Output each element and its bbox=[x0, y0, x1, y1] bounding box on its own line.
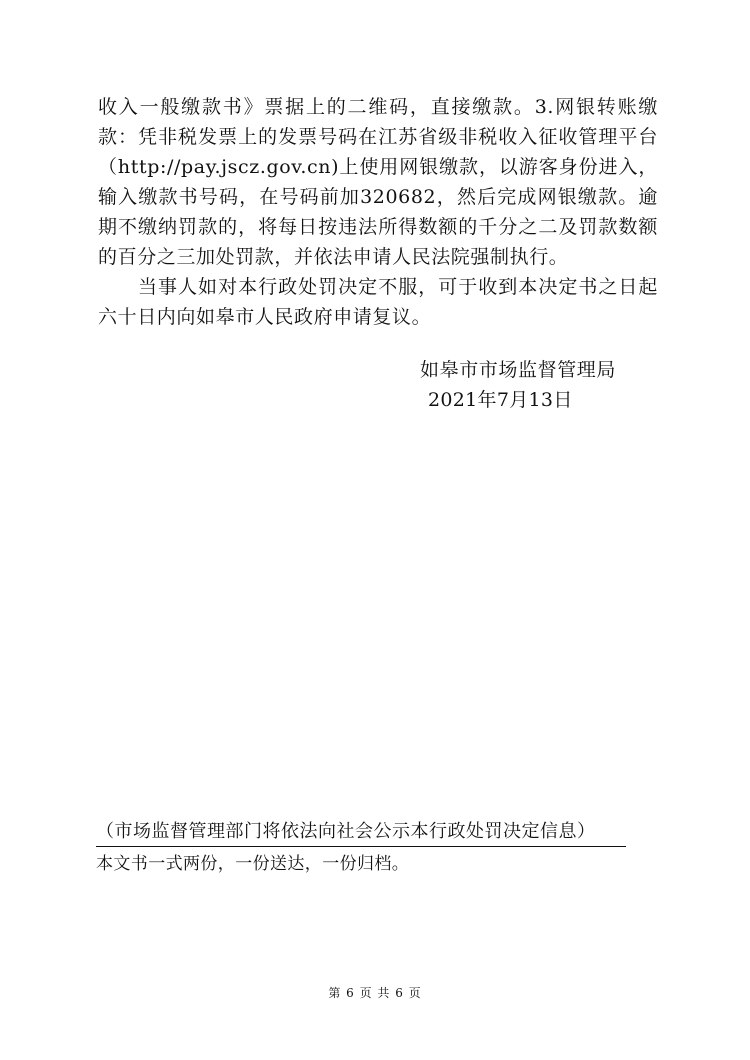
page-number-footer: 第 6 页 共 6 页 bbox=[328, 986, 422, 1000]
issue-date: 2021年7月13日 bbox=[428, 389, 573, 411]
document-body bbox=[98, 92, 658, 332]
disclosure-notice: （市场监督管理部门将依法向社会公示本行政处罚决定信息） bbox=[96, 820, 626, 847]
copies-note: 本文书一式两份，一份送达，一份归档。 bbox=[96, 854, 410, 874]
appeal-rights-paragraph: 当事人如对本行政处罚决定不服，可于收到本决定书之日起六十日内向如皋市人民政府申请复议。 bbox=[98, 276, 658, 328]
signature-block bbox=[420, 355, 616, 415]
issuing-authority: 如皋市市场监督管理局 bbox=[420, 359, 617, 381]
payment-instructions-paragraph: 收入一般缴款书》票据上的二维码，直接缴款。3.网银转账缴款：凭非税发票上的发票号码在江苏省级非税收入征收管理平台（http://pay.jscz.gov.cn)上使用网银缴款，以游客身份进入，输入缴款书号码，在号码前加320682，然后完成网银缴款。逾期不缴纳罚款的，将每日按违法所得数额的千分之二及罚款数额的百分之三加处罚款，并依法申请人民法院强制执行。 bbox=[98, 96, 658, 268]
